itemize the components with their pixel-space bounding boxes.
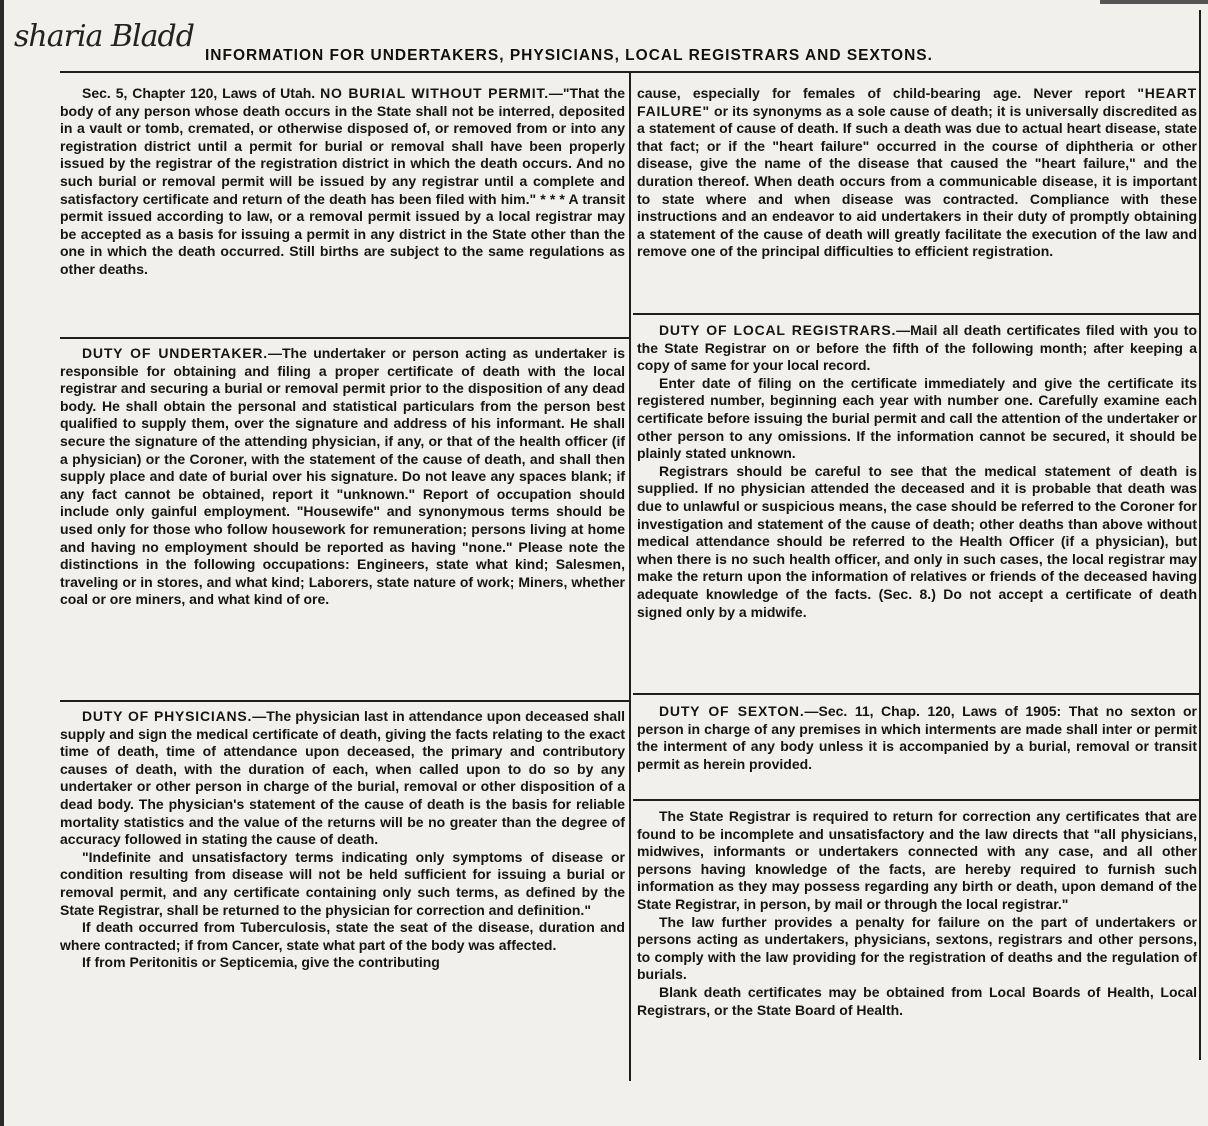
section-state-registrar bbox=[637, 808, 1197, 1019]
undertaker-paragraph bbox=[60, 345, 625, 609]
physicians-body-1: —The physician last in attendance upon deceased shall supply and sign the medical certificate of death, giving the facts relating to the exact time of death, time of attendance upon deceased, the primary and contributory causes of death, with the duration of each, when called upon to do so by any undertaker or other person in charge of the burial, removal or other disposition of a dead body. The physician's statement of the cause of death is the basis for reliable mortality statistics and the value of the returns will be no greater than the degree of accuracy followed in stating the cause of death. bbox=[60, 708, 625, 848]
section-continued bbox=[637, 85, 1197, 261]
registrars-body-1: —Mail all death certificates filed with you to the State Registrar on or before the fifth of the following month; after keeping a copy of same for your local record. bbox=[637, 322, 1197, 374]
undertaker-heading: DUTY OF UNDERTAKER. bbox=[82, 345, 268, 361]
left-column bbox=[60, 85, 625, 1085]
section-physicians bbox=[60, 708, 625, 972]
state-paragraph-1: The State Registrar is required to return for correction any certificates that are found to be incomplete and unsatisfactory and the law directs that "all physicians, midwives, informants or undertakers connected with any case, and all other persons having knowledge of the facts, are hereby required to furnish such information as they may possess regarding any birth or death, upon demand of the State Registrar, in person, by mail or through the local registrar." bbox=[637, 808, 1197, 912]
physicians-paragraph-2: "Indefinite and unsatisfactory terms indicating only symptoms of disease or condition resulting from disease will not be held sufficient for issuing a burial or removal permit, and any certificate containing only such terms, as defined by the State Registrar, shall be returned to the physician for correction and definition." bbox=[60, 848, 625, 918]
rule-right-edge bbox=[1199, 10, 1201, 1060]
continued-text-b: or its synonyms as a sole cause of death; it is universally discredited as a statement of cause of death. If such a death was due to actual heart disease, state that fact; or if the "heart failure" occurred in the course of diphtheria or other disease, give the name of the disease that caused the "heart failure," and the duration thereof. When death occurs from a communicable disease, it is important to state where and when disease was contracted. Compliance with these instructions and an endeavor to aid undertakers in their duty of promptly obtaining a statement of the cause of death will greatly facilitate the execution of the law and remove one of the principal difficulties to efficient registration. bbox=[637, 102, 1197, 260]
registrars-paragraph-2: Enter date of filing on the certificate immediately and give the certificate its registered number, beginning each year with number one. Carefully examine each certificate before issuing the burial permit and call the attention of the undertaker or other person to any omissions. If the information cannot be secured, it should be plainly stated unknown. bbox=[637, 374, 1197, 462]
section-local-registrars bbox=[637, 322, 1197, 621]
physicians-paragraph-3: If death occurred from Tuberculosis, state the seat of the disease, duration and where contracted; if from Cancer, state what part of the body was affected. bbox=[60, 919, 625, 953]
right-column bbox=[637, 85, 1197, 1085]
undertaker-body: —The undertaker or person acting as undertaker is responsible for obtaining and filing a proper certificate of death with the local registrar and securing a burial or removal permit prior to the disposition of any dead body. He shall obtain the personal and statistical particulars from the person best qualified to supply them, over the signature and address of his informant. He shall secure the signature of the attending physician, if any, or that of the health officer (if a physician) or the Coroner, with the statement of the cause of death, and shall then supply place and date of burial over his signature. Do not leave any spaces blank; if any fact cannot be obtained, report it "unknown." Report of occupation should include only gainful employment. "Housewife" and synonymous terms should be used only for those who follow housework for remuneration; persons living at home and having no employment should be reported as having "none." Please note the distinctions in the following occupations: Engineers, state what kind; Salesmen, traveling or in stores, and what kind; Laborers, state nature of work; Miners, whether coal or ore miners, and what kind of ore. bbox=[60, 345, 625, 608]
section-sexton bbox=[637, 703, 1197, 773]
sexton-paragraph bbox=[637, 703, 1197, 773]
handwritten-signature: sharia Bladd bbox=[14, 19, 194, 54]
page-title: INFORMATION FOR UNDERTAKERS, PHYSICIANS, LOCAL REGISTRARS AND SEXTONS. bbox=[205, 47, 933, 64]
physicians-paragraph-1 bbox=[60, 708, 625, 849]
registrars-paragraph-3: Registrars should be careful to see that the medical statement of death is supplied. If no physician attended the deceased and it is probable that death was due to unlawful or suspicious means, the case should be referred to the Coroner for investigation and statement of the cause of death; other deaths than above without medical attendance should be referred to the Health Officer (if a physician), but when there is no such health officer, and only in such cases, the local registrar may make the return upon the information of relatives or friends of the deceased having adequate knowledge of the facts. (Sec. 8.) Do not accept a certificate of death signed only by a midwife. bbox=[637, 462, 1197, 620]
physicians-paragraph-4: If from Peritonitis or Septicemia, give the contributing bbox=[82, 954, 440, 971]
registrars-heading: DUTY OF LOCAL REGISTRARS. bbox=[659, 322, 897, 338]
sexton-body: —Sec. 11, Chap. 120, Laws of 1905: That no sexton or person in charge of any premises in which interments are made shall inter or permit the interment of any body unless it is accompanied by a burial, removal or transit permit as herein provided. bbox=[637, 703, 1197, 772]
state-paragraph-3: Blank death certificates may be obtained from Local Boards of Health, Local Registrars, or the State Board of Health. bbox=[637, 983, 1197, 1018]
burial-heading: NO BURIAL WITHOUT PERMIT. bbox=[320, 85, 549, 101]
continued-paragraph bbox=[637, 85, 1197, 261]
heart-failure-term: "HEART FAILURE" bbox=[637, 85, 1197, 119]
column-divider bbox=[629, 71, 631, 1081]
state-paragraph-2: The law further provides a penalty for failure on the part of undertakers or persons acting as undertakers, physicians, sextons, registrars and other persons, to comply with the law providing for the registration of deaths and the regulation of burials. bbox=[637, 913, 1197, 983]
section-burial bbox=[60, 85, 625, 279]
scan-edge-top bbox=[1100, 0, 1208, 4]
physicians-heading: DUTY OF PHYSICIANS. bbox=[82, 708, 253, 724]
burial-paragraph bbox=[60, 85, 625, 279]
burial-citation: Sec. 5, Chapter 120, Laws of Utah. bbox=[82, 85, 316, 101]
registrars-paragraph-1 bbox=[637, 322, 1197, 375]
burial-body: —"That the body of any person whose death occurs in the State shall not be interred, deposited in a vault or tomb, cremated, or otherwise disposed of, or removed from or into any registration district until a permit for burial or removal shall have been properly issued by the registrar of the registration district in which the death occurs. And no such burial or removal permit will be issued by any registrar until a complete and satisfactory certificate and return of the death has been filed with him." * * * A transit permit issued according to law, or a removal permit issued by a local registrar may be accepted as a basis for issuing a permit in any district in the State other than the one in which the death occurred. Still births are subject to the same regulations as other deaths. bbox=[60, 85, 625, 277]
scan-edge-left bbox=[0, 0, 4, 1126]
section-undertaker bbox=[60, 345, 625, 609]
continued-text-a: cause, especially for females of child-bearing age. Never report bbox=[637, 85, 1138, 101]
sexton-heading: DUTY OF SEXTON. bbox=[659, 703, 805, 719]
